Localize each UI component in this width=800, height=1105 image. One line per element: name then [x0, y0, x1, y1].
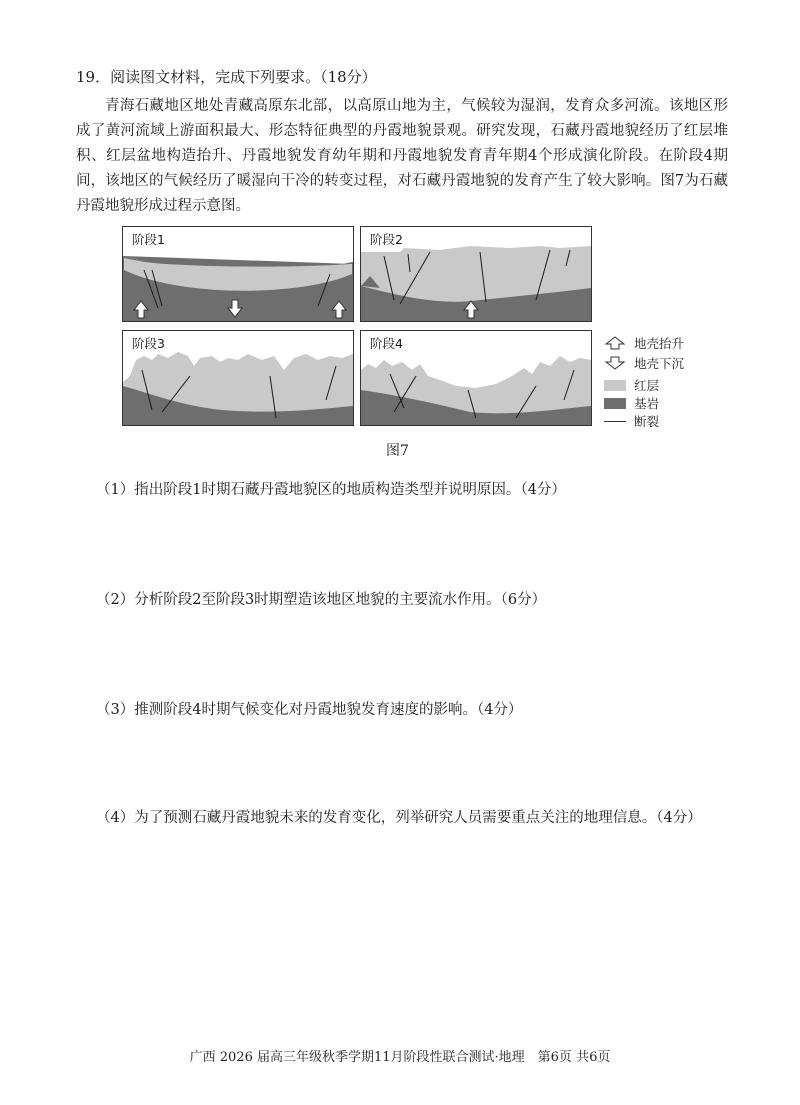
stage-3-label: 阶段3: [132, 336, 165, 351]
uplift-arrow-icon: [604, 336, 626, 350]
legend-red-layer: [604, 376, 659, 394]
stage-2-label: 阶段2: [370, 232, 403, 247]
figure-caption: 图7: [386, 443, 409, 459]
legend-bedrock-label: 基岩: [634, 396, 660, 411]
subquestion-3: （3）推测阶段4时期气候变化对丹霞地貌发育速度的影响。（4分）: [96, 702, 523, 718]
subquestion-2: （2）分析阶段2至阶段3时期塑造该地区地貌的主要流水作用。（6分）: [96, 592, 547, 608]
legend-red-layer-label: 红层: [634, 378, 660, 393]
figure-7: [122, 226, 722, 441]
legend-uplift-label: 地壳抬升: [634, 336, 685, 351]
bedrock-swatch: [604, 398, 626, 409]
legend-uplift: [604, 334, 684, 352]
red-layer-swatch: [604, 380, 626, 391]
subsidence-arrow-icon: [604, 356, 626, 370]
legend-fault: [604, 412, 659, 430]
stage-1-label: 阶段1: [132, 232, 165, 247]
subquestion-1: （1）指出阶段1时期石藏丹霞地貌区的地质构造类型并说明原因。（4分）: [96, 482, 566, 498]
legend-subsidence-label: 地壳下沉: [634, 356, 685, 371]
legend-fault-label: 断裂: [634, 414, 660, 429]
stage-4-label: 阶段4: [370, 336, 403, 351]
page-footer: 广西 2026 届高三年级秋季学期11月阶段性联合测试·地理 第6页 共6页: [189, 1050, 611, 1065]
subquestion-4: （4）为了预测石藏丹霞地貌未来的发育变化，列举研究人员需要重点关注的地理信息。（4分）: [96, 810, 702, 826]
legend-subsidence: [604, 354, 684, 372]
legend-bedrock: [604, 394, 659, 412]
question-title: 19．阅读图文材料，完成下列要求。（18分）: [76, 68, 377, 86]
question-intro: 青海石藏地区地处青藏高原东北部，以高原山地为主，气候较为湿润，发育众多河流。该地区形成了黄河流域上游面积最大、形态特征典型的丹霞地貌景观。研究发现，石藏丹霞地貌经历了红层堆积、红层盆地构造抬升、丹霞地貌发育幼年期和丹霞地貌发育青年期4个形成演化阶段。在阶段4期间，该地区的气候经历了暖湿向干冷的转变过程，对石藏丹霞地貌的发育产生了较大影响。图7为石藏丹霞地貌形成过程示意图。: [76, 98, 728, 214]
fault-line-swatch: [604, 421, 626, 422]
